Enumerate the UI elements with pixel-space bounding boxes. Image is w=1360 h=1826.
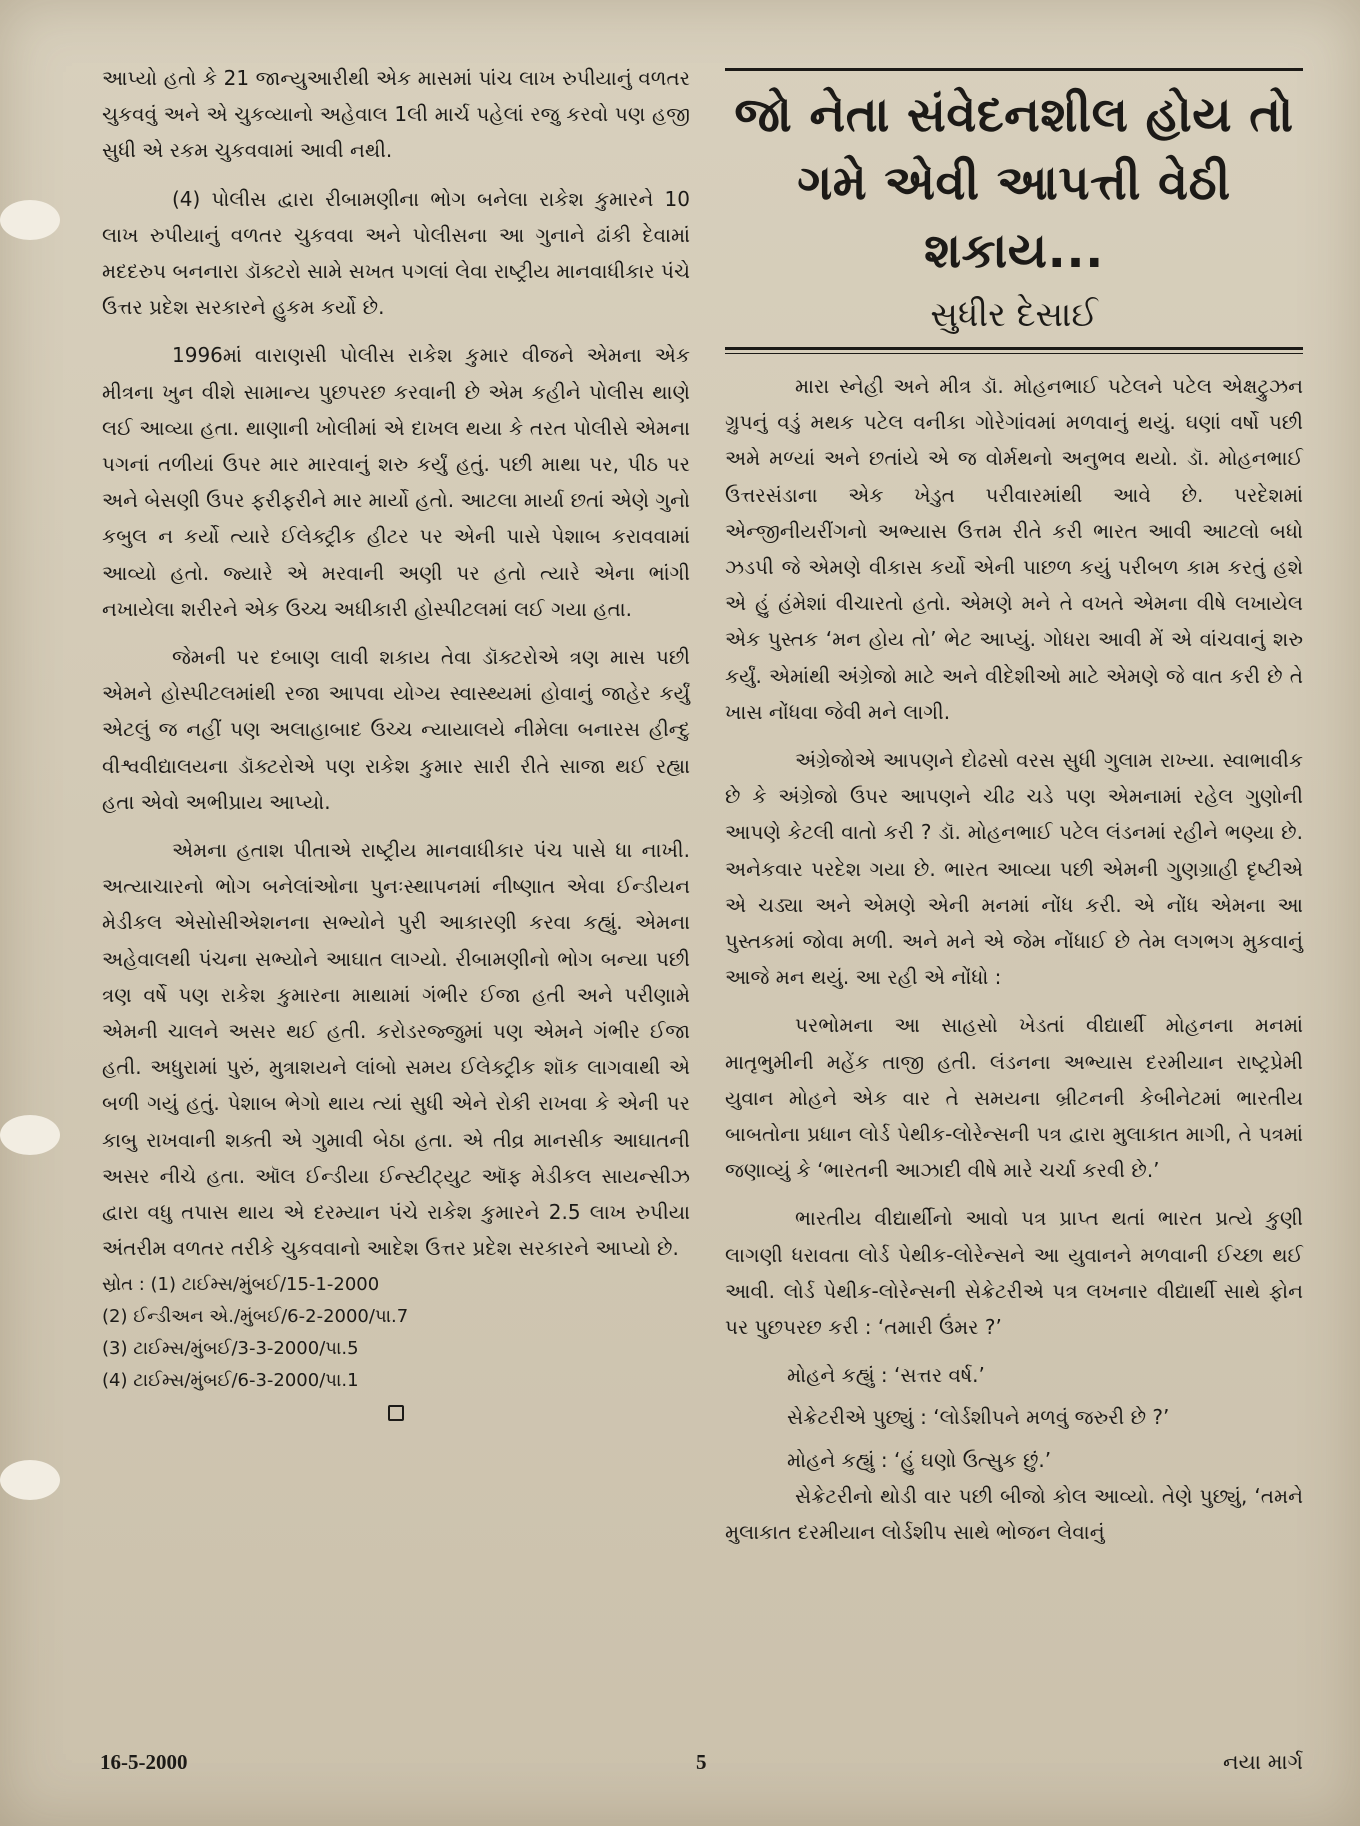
paragraph: એમના હતાશ પીતાએ રાષ્ટ્રીય માનવાધીકાર પંચ પાસે ધા નાખી. અત્યાચારનો ભોગ બનેલાંઓના પુનઃસ્થાપનમાં નીષ્ણાત એવા ઈન્ડીયન મેડીકલ એસોસીએશનના સભ્યોને પુરી આકારણી કરવા કહ્યું. એમના અહેવાલથી પંચના સભ્યોને આઘાત લાગ્યો. રીબામણીનો ભોગ બન્યા પછી ત્રણ વર્ષે પણ રાકેશ કુમારના માથામાં ગંભીર ઈજા હતી અને પરીણામે એમની ચાલને અસર થઈ હતી. કરોડરજ્જુમાં પણ એમને ગંભીર ઈજા હતી. અધુરામાં પુરું, મુત્રાશયને લાંબો સમય ઈલેક્ટ્રીક શૉક લાગવાથી એ બળી ગયું હતું. પેશાબ ભેગો થાય ત્યાં સુધી એને રોકી રાખવા કે એની પર કાબુ રાખવાની શક્તી એ ગુમાવી બેઠા હતા. એ તીવ્ર માનસીક આઘાતની અસર નીચે હતા. ઑલ ઈન્ડીયા ઈન્સ્ટીટ્યુટ ઑફ મેડીકલ સાયન્સીઝ દ્વારા વધુ તપાસ થાય એ દરમ્યાન પંચે રાકેશ કુમારને 2.5 લાખ રુપીયા અંતરીમ વળતર તરીકે ચુકવવાનો આદેશ ઉત્તર પ્રદેશ સરકારને આપ્યો છે. xyxy=(102,838,690,1261)
author-byline: સુધીર દેસાઈ xyxy=(930,295,1098,335)
title-line: ગમે એવી આપત્તી વેઠી શકાય... xyxy=(797,155,1231,279)
paragraph: મારા સ્નેહી અને મીત્ર ડૉ. મોહનભાઈ પટેલને પટેલ એક્ષટ્રુઝન ગ્રુપનું વડું મથક પટેલ વનીકા ગોરેગાંવમાં મળવાનું થયું. ઘણાં વર્ષો પછી અમે મળ્યાં અને છતાંયે એ જ વોર્મથનો અનુભવ થયો. ડૉ. મોહનભાઈ ઉત્તરસંડાના એક ખેડુત પરીવારમાંથી આવે છે. પરદેશમાં એન્જીનીયરીંગનો અભ્યાસ ઉત્તમ રીતે કરી ભારત આવી આટલો બધો ઝડપી જે એમણે વીકાસ કર્યો એની પાછળ કયું પરીબળ કામ કરતું હશે એ હું હંમેશાં વીચારતો હતો. એમણે મને તે વખતે એમના વીષે લખાયેલ એક પુસ્તક ‘મન હોય તો’ ભેટ આપ્યું. ગોધરા આવી મેં એ વાંચવાનું શરુ કર્યું. એમાંથી અંગ્રેજો માટે અને વીદેશીઓ માટે એમણે જે વાત કરી છે તે ખાસ નોંધવા જેવી મને લાગી. xyxy=(725,374,1303,724)
source-item: (3) ટાઈમ્સ/મુંબઈ/3-3-2000/પા.5 xyxy=(102,1337,359,1359)
paragraph: 1996માં વારાણસી પોલીસ રાકેશ કુમાર વીજને એમના એક મીત્રના ખુન વીશે સામાન્ય પુછપરછ કરવાની છે એમ કહીને પોલીસ થાણે લઈ આવ્યા હતા. થાણાની ખોલીમાં એ દાખલ થયા કે તરત પોલીસે એમના પગનાં તળીયાં ઉપર માર મારવાનું શરુ કર્યું હતું. પછી માથા પર, પીઠ પર અને બેસણી ઉપર ફરીફરીને માર માર્યો હતો. આટલા માર્યા છતાં એણે ગુનો કબુલ ન કર્યો ત્યારે ઈલેક્ટ્રીક હીટર પર એની પાસે પેશાબ કરાવવામાં આવ્યો હતો. જ્યારે એ મરવાની અણી પર હતો ત્યારે એના ભાંગી નખાયેલા શરીરને એક ઉચ્ચ અધીકારી હોસ્પીટલમાં લઈ ગયા હતા. xyxy=(102,343,690,621)
page-number: 5 xyxy=(696,1750,707,1774)
dialogue-block xyxy=(725,1357,1303,1478)
paragraph: અંગ્રેજોએ આપણને દોઢસો વરસ સુધી ગુલામ રાખ્યા. સ્વાભાવીક છે કે અંગ્રેજો ઉપર આપણને ચીઢ ચડે પણ એમનામાં રહેલ ગુણોની આપણે કેટલી વાતો કરી ? ડૉ. મોહનભાઈ પટેલ લંડનમાં રહીને ભણ્યા છે. અનેકવાર પરદેશ ગયા છે. ભારત આવ્યા પછી એમની ગુણગ્રાહી દૃષ્ટીએ એ ચડ્યા અને એમણે એની મનમાં નોંધ કરી. એ નોંધ એમના આ પુસ્તકમાં જોવા મળી. અને મને એ જેમ નોંધાઈ છે તેમ લગભગ મુકવાનું આજે મન થયું. આ રહી એ નોંધો : xyxy=(725,748,1303,990)
paragraph: (4) પોલીસ દ્વારા રીબામણીના ભોગ બનેલા રાકેશ કુમારને 10 લાખ રુપીયાનું વળતર ચુકવવા અને પોલીસના આ ગુનાને ઢાંકી દેવામાં મદદરુપ બનનારા ડૉક્ટરો સામે સખત પગલાં લેવા રાષ્ટ્રીય માનવાધીકાર પંચે ઉત્તર પ્રદેશ સરકારને હુકમ કર્યો છે. xyxy=(102,186,690,320)
right-column xyxy=(725,68,1303,1562)
title-divider xyxy=(725,347,1303,354)
source-item: સ્રોત : (1) ટાઈમ્સ/મુંબઈ/15-1-2000 xyxy=(102,1273,380,1295)
paragraph: સેક્રેટરીનો થોડી વાર પછી બીજો કોલ આવ્યો. તેણે પુછ્યું, ‘તમને મુલાકાત દરમીયાન લોર્ડશીપ સાથે ભોજન લેવાનું xyxy=(725,1483,1303,1545)
source-item: (4) ટાઈમ્સ/મુંબઈ/6-3-2000/પા.1 xyxy=(102,1369,359,1391)
dialogue-line: મોહને કહ્યું : ‘સત્તર વર્ષ.’ xyxy=(787,1363,985,1388)
issue-date: 16-5-2000 xyxy=(100,1750,188,1774)
end-of-article-mark xyxy=(388,1405,404,1421)
left-column xyxy=(102,60,690,1421)
page-footer xyxy=(100,1750,1303,1780)
paragraph: જેમની પર દબાણ લાવી શકાય તેવા ડૉક્ટરોએ ત્રણ માસ પછી એમને હોસ્પીટલમાંથી રજા આપવા યોગ્ય સ્વાસ્થ્યમાં હોવાનું જાહેર કર્યું એટલું જ નહીં પણ અલાહાબાદ ઉચ્ચ ન્યાયાલયે નીમેલા બનારસ હીન્દુ વીશ્વવીદ્યાલયના ડૉક્ટરોએ પણ રાકેશ કુમાર સારી રીતે સાજા થઈ રહ્યા હતા એવો અભીપ્રાય આપ્યો. xyxy=(102,645,690,814)
dialogue-line: મોહને કહ્યું : ‘હું ઘણો ઉત્સુક છું.’ xyxy=(787,1447,1052,1472)
torn-edge xyxy=(0,1460,60,1500)
paragraph: આપ્યો હતો કે 21 જાન્યુઆરીથી એક માસમાં પાંચ લાખ રુપીયાનું વળતર ચુકવવું અને એ ચુકવ્યાનો અહેવાલ 1લી માર્ચ પહેલાં રજુ કરવો પણ હજી સુધી એ રકમ ચુકવવામાં આવી નથી. xyxy=(102,66,690,163)
paragraph: પરભોમના આ સાહસો ખેડતાં વીદ્યાર્થી મોહનના મનમાં માતૃભુમીની મહેંક તાજી હતી. લંડનના અભ્યાસ દરમીયાન રાષ્ટ્રપ્રેમી યુવાન મોહને એક વાર તે સમયના બ્રીટનની કેબીનેટમાં ભારતીય બાબતોના પ્રધાન લોર્ડ પેથીક-લોરેન્સની પત્ર દ્વારા મુલાકાત માગી, તે પત્રમાં જણાવ્યું કે ‘ભારતની આઝાદી વીષે મારે ચર્ચા કરવી છે.’ xyxy=(725,1013,1303,1183)
torn-edge xyxy=(0,200,60,240)
paragraph: ભારતીય વીદ્યાર્થીનો આવો પત્ર પ્રાપ્ત થતાં ભારત પ્રત્યે કુણી લાગણી ધરાવતા લોર્ડ પેથીક-લોરેન્સને આ યુવાનને મળવાની ઈચ્છા થઈ આવી. લોર્ડ પેથીક-લોરેન્સની સેક્રેટરીએ પત્ર લખનાર વીદ્યાર્થી સાથે ફોન પર પુછપરછ કરી : ‘તમારી ઉંમર ?’ xyxy=(725,1206,1303,1340)
title-line: જો નેતા સંવેદનશીલ હોય તો xyxy=(734,87,1294,143)
article-title xyxy=(725,81,1303,285)
publication-name: નયા માર્ગ xyxy=(1223,1750,1303,1774)
dialogue-line: સેક્રેટરીએ પુછ્યું : ‘લોર્ડશીપને મળવું જરુરી છે ?’ xyxy=(787,1405,1170,1430)
top-rule xyxy=(725,68,1303,71)
torn-edge xyxy=(0,1115,60,1155)
sources-list xyxy=(102,1269,690,1397)
source-item: (2) ઈન્ડીઅન એ./મુંબઈ/6-2-2000/પા.7 xyxy=(102,1305,409,1327)
